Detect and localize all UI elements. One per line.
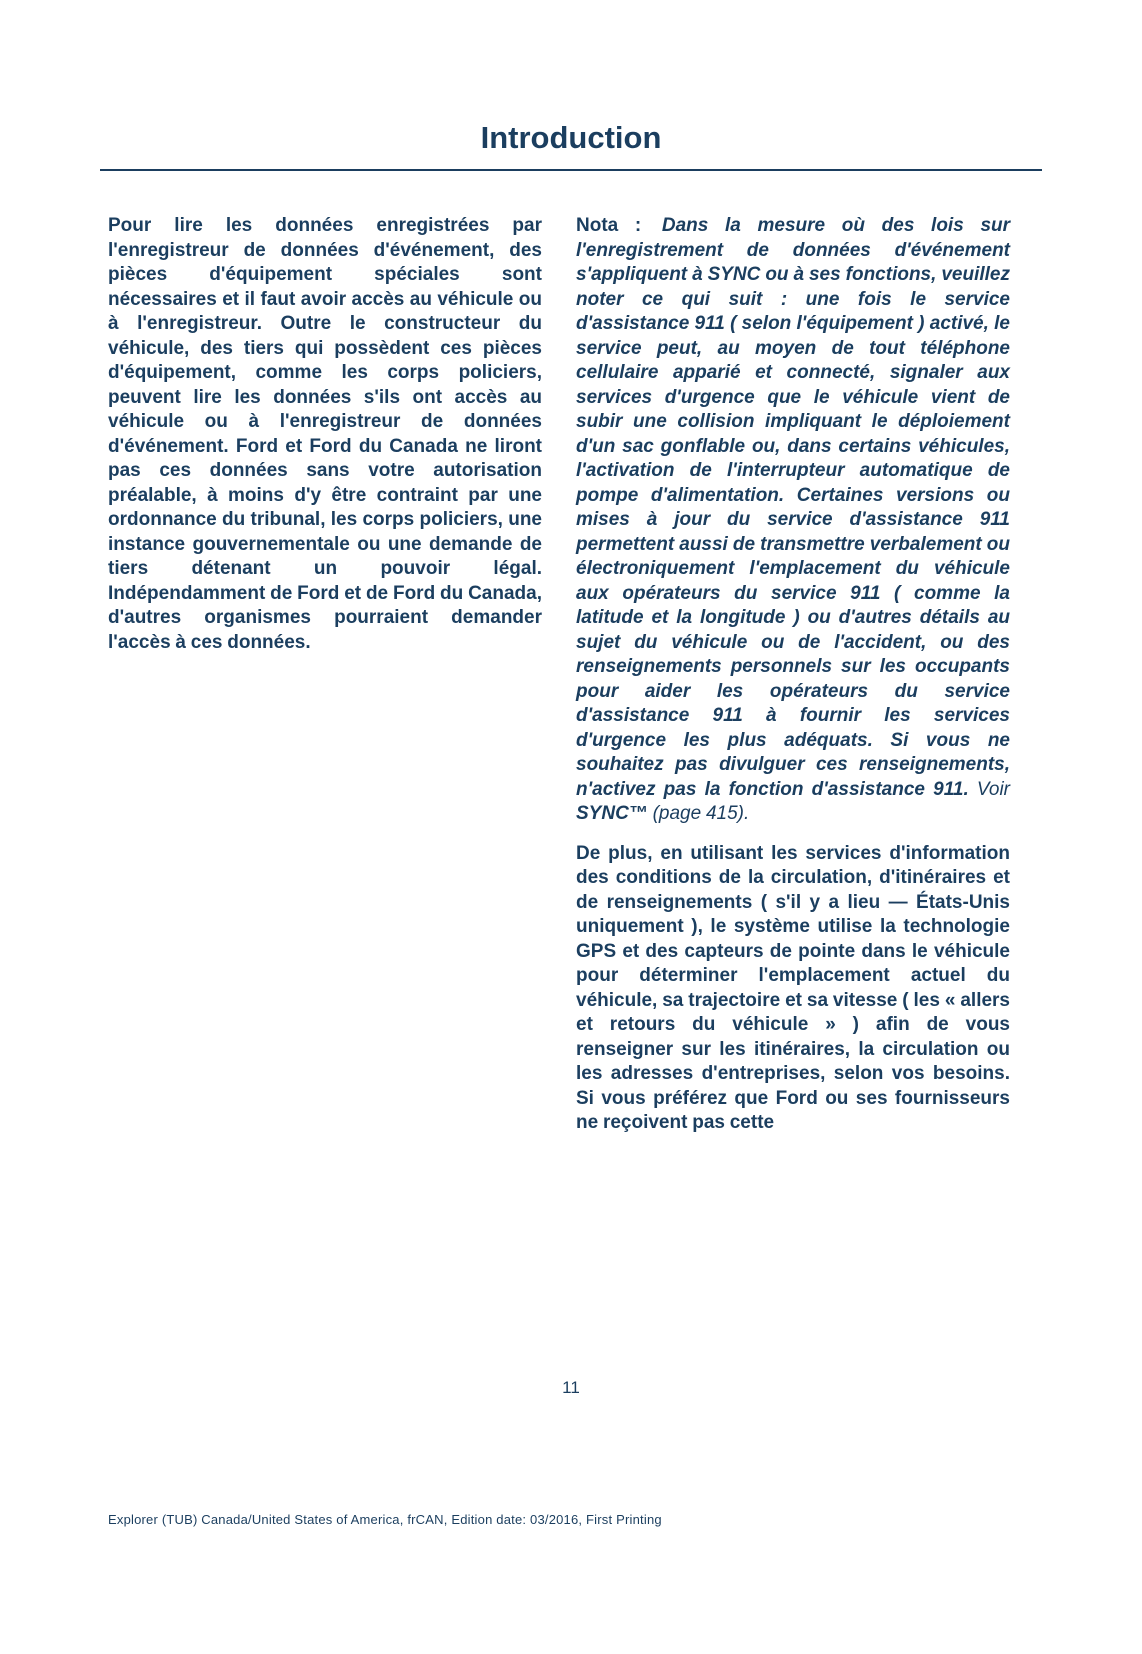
content-columns <box>108 214 1010 1136</box>
title-divider <box>100 169 1042 171</box>
right-column <box>576 214 1010 1136</box>
ref-target-sync: SYNC™ <box>576 803 648 824</box>
nota-label: Nota : <box>576 215 642 236</box>
page-header <box>100 120 1042 171</box>
ref-page-number: (page 415). <box>652 803 750 824</box>
gps-services-paragraph: De plus, en utilisant les services d'information des conditions de la circulation, d'itinéraires et de renseignements ( s'il y a lieu — États-Unis uniquement ), le système utilise la technologie GPS et des capteurs de pointe dans le véhicule pour déterminer l'emplacement actuel du véhicule, sa trajectoire et sa vitesse ( les « allers et retours du véhicule » ) afin de vous renseigner sur les itinéraires, la circulation ou les adresses d'entreprises, selon vos besoins. Si vous préférez que Ford ou ses fournisseurs ne reçoivent pas cette <box>576 842 1010 1133</box>
left-column <box>108 214 542 1136</box>
imprint-line: Explorer (TUB) Canada/United States of America, frCAN, Edition date: 03/2016, First Printing <box>108 1512 662 1527</box>
ref-see-label: Voir <box>976 778 1010 800</box>
edr-access-paragraph: Pour lire les données enregistrées par l'enregistreur de données d'événement, des pièces d'équipement spéciales sont nécessaires et il faut avoir accès au véhicule ou à l'enregistreur. Outre le constructeur du véhicule, des tiers qui possèdent ces pièces d'équipement, comme les corps policiers, peuvent lire les données s'ils ont accès au véhicule ou à l'enregistreur de données d'événement. Ford et Ford du Canada ne liront pas ces données sans votre autorisation préalable, à moins d'y être contraint par une ordonnance du tribunal, les corps policiers, une instance gouvernementale ou une demande de tiers détenant un pouvoir légal. Indépendamment de Ford et de Ford du Canada, d'autres organismes pourraient demander l'accès à ces données. <box>108 215 542 653</box>
page-title: Introduction <box>480 120 662 155</box>
nota-paragraph <box>576 214 1010 827</box>
page-number: 11 <box>562 1378 580 1397</box>
nota-body: Dans la mesure où des lois sur l'enregistrement de données d'événement s'appliquent à SYNC ou à ses fonctions, veuillez noter ce qui suit : une fois le service d'assistance 911 ( selon l'équipement ) activé, le service peut, au moyen de tout téléphone cellulaire apparié et connecté, signaler aux services d'urgence que le véhicule vient de subir une collision impliquant le déploiement d'un sac gonflable ou, dans certains véhicules, l'activation de l'interrupteur automatique de pompe d'alimentation. Certaines versions ou mises à jour du service d'assistance 911 permettent aussi de transmettre verbalement ou électroniquement l'emplacement du véhicule aux opérateurs du service 911 ( comme la latitude et la longitude ) ou d'autres détails au sujet du véhicule ou de l'accident, ou des renseignements personnels sur les occupants pour aider les opérateurs du service d'assistance 911 à fournir les services d'urgence les plus adéquats. Si vous ne souhaitez pas divulguer ces renseignements, n'activez pas la fonction d'assistance 911. <box>576 215 1011 800</box>
